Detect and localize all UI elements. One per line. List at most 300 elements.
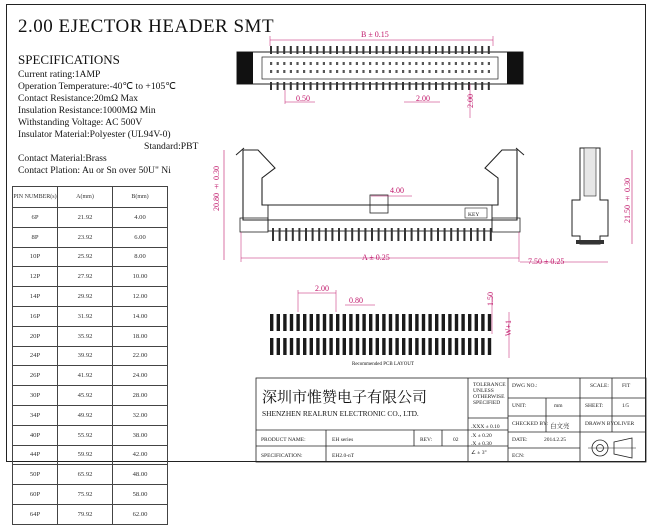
pcb-pad: [428, 338, 431, 355]
top-pin-lower: [303, 82, 305, 90]
specification-label: SPECIFICATION:: [261, 453, 303, 459]
pcb-pad: [369, 314, 372, 331]
company-name-cn: 深圳市惟赞电子有限公司: [262, 388, 428, 406]
top-contact-row1: [362, 62, 364, 65]
top-pin-upper: [422, 46, 424, 54]
top-pin-upper: [283, 46, 285, 54]
top-contact-row2: [409, 70, 411, 73]
top-contact-row1: [349, 62, 351, 65]
sheet-value: 1/5: [622, 403, 630, 409]
pcb-pad: [382, 338, 385, 355]
dim-pcb-w-label: W+1: [504, 320, 513, 337]
top-contact-row2: [283, 70, 285, 73]
front-pin: [384, 228, 386, 241]
pcb-pad: [455, 314, 458, 331]
side-view-pins: [576, 240, 604, 244]
top-contact-row1: [455, 62, 457, 65]
top-contact-row2: [376, 70, 378, 73]
top-contact-row2: [336, 70, 338, 73]
front-pin: [279, 228, 281, 241]
top-view-latch-right: [507, 52, 523, 84]
table-cell: 14.00: [113, 306, 168, 326]
top-pin-upper: [455, 46, 457, 54]
top-pin-lower: [415, 82, 417, 90]
table-cell: 49.92: [58, 405, 113, 425]
spec-line: Contact Resistance:20mΩ Max: [18, 93, 139, 104]
top-pin-upper: [323, 46, 325, 54]
pcb-pad: [428, 314, 431, 331]
top-contact-row1: [316, 62, 318, 65]
top-contact-row1: [435, 62, 437, 65]
top-contact-row1: [428, 62, 430, 65]
top-pin-lower: [382, 82, 384, 90]
spec-line: Withstanding Voltage: AC 500V: [18, 117, 143, 128]
top-contact-row2: [329, 70, 331, 73]
dim-pcb-row-label: 1.50: [486, 292, 495, 306]
front-pin: [318, 228, 320, 241]
top-pin-lower: [343, 82, 345, 90]
top-contact-row1: [415, 62, 417, 65]
drawing-title: 2.00 EJECTOR HEADER SMT: [18, 16, 275, 37]
top-contact-row2: [303, 70, 305, 73]
dim-pitch-vertical-label: 2.00: [466, 94, 475, 108]
front-pin: [490, 228, 492, 241]
pcb-pad: [389, 338, 392, 355]
front-view-latch-tips: [236, 148, 524, 155]
top-contact-row1: [343, 62, 345, 65]
front-pin: [331, 228, 333, 241]
table-cell: 38.00: [113, 425, 168, 445]
top-contact-row1: [475, 62, 477, 65]
table-cell: 24.00: [113, 366, 168, 386]
pcb-layout-caption: Recommended PCB LAYOUT: [352, 362, 415, 367]
front-pin: [371, 228, 373, 241]
top-contact-row1: [481, 62, 483, 65]
top-contact-row2: [323, 70, 325, 73]
top-contact-row2: [277, 70, 279, 73]
table-cell: 26P: [13, 366, 58, 386]
checked-by-label: CHECKED BY:: [512, 421, 549, 427]
top-contact-row2: [362, 70, 364, 73]
front-pin: [358, 228, 360, 241]
top-contact-row1: [296, 62, 298, 65]
top-contact-row2: [428, 70, 430, 73]
top-pin-upper: [296, 46, 298, 54]
rev-label: REV:: [420, 437, 433, 443]
table-cell: 30P: [13, 386, 58, 406]
pcb-pad: [296, 338, 299, 355]
front-pin: [430, 228, 432, 241]
pcb-pad: [323, 314, 326, 331]
top-pin-lower: [349, 82, 351, 90]
pcb-pad: [422, 338, 425, 355]
top-contact-row1: [369, 62, 371, 65]
pcb-pad: [461, 314, 464, 331]
top-contact-row1: [402, 62, 404, 65]
top-contact-row1: [376, 62, 378, 65]
specification-value: EH2.0-nT: [332, 453, 355, 459]
top-contact-row1: [461, 62, 463, 65]
front-pin: [437, 228, 439, 241]
dim-a-label: A ± 0.25: [362, 253, 390, 262]
top-contact-row2: [296, 70, 298, 73]
top-contact-row1: [290, 62, 292, 65]
table-cell: 12P: [13, 267, 58, 287]
top-contact-row2: [382, 70, 384, 73]
top-contact-row2: [290, 70, 292, 73]
pcb-pad: [303, 338, 306, 355]
front-pin: [457, 228, 459, 241]
front-pin: [325, 228, 327, 241]
top-pin-upper: [402, 46, 404, 54]
table-cell: 40P: [13, 425, 58, 445]
top-contact-row2: [316, 70, 318, 73]
front-pin: [450, 228, 452, 241]
pcb-pad: [409, 338, 412, 355]
dim-pitch-top-label: 2.00: [416, 94, 430, 103]
table-cell: 8P: [13, 227, 58, 247]
top-contact-row2: [310, 70, 312, 73]
rev-value: 02: [453, 437, 459, 443]
top-pin-lower: [310, 82, 312, 90]
table-cell: 18.00: [113, 326, 168, 346]
pcb-pad: [461, 338, 464, 355]
top-contact-row2: [389, 70, 391, 73]
front-pin: [312, 228, 314, 241]
table-cell: 12.00: [113, 287, 168, 307]
pin-table-header-cell: B(mm): [113, 187, 168, 208]
top-pin-upper: [349, 46, 351, 54]
table-cell: 20P: [13, 326, 58, 346]
top-contact-row1: [303, 62, 305, 65]
top-contact-row1: [409, 62, 411, 65]
side-view-slot: [584, 148, 596, 196]
dim-side-height-label: 21.50 ± 0.30: [623, 178, 632, 223]
top-pin-lower: [376, 82, 378, 90]
tolerance-heading: TOLERANCE UNLESS OTHERWISE SPECIFIED: [473, 382, 506, 406]
top-contact-row2: [481, 70, 483, 73]
ecn-label: ECN:: [512, 453, 525, 459]
top-contact-row2: [349, 70, 351, 73]
unit-value: mm: [554, 403, 563, 409]
top-pin-lower: [481, 82, 483, 90]
front-pin: [378, 228, 380, 241]
top-pin-lower: [369, 82, 371, 90]
front-pin: [298, 228, 300, 241]
top-pin-upper: [488, 46, 490, 54]
top-pin-lower: [277, 82, 279, 90]
dim-pcb-pitch-label: 2.00: [315, 284, 329, 293]
pcb-pad: [455, 338, 458, 355]
table-cell: 25.92: [58, 247, 113, 267]
top-pin-lower: [428, 82, 430, 90]
top-view-latch-left: [237, 52, 253, 84]
table-cell: 16P: [13, 306, 58, 326]
pcb-pad: [481, 338, 484, 355]
scale-label: SCALE:: [590, 383, 609, 389]
top-pin-lower: [442, 82, 444, 90]
pcb-pad: [435, 314, 438, 331]
front-pin: [483, 228, 485, 241]
pcb-pad: [316, 338, 319, 355]
top-view-cavity: [262, 57, 498, 79]
pcb-pad: [448, 338, 451, 355]
pcb-pad: [349, 338, 352, 355]
dim-height-label: 20.80 ± 0.30: [212, 166, 221, 211]
top-pin-lower: [323, 82, 325, 90]
pcb-pad: [488, 338, 491, 355]
front-pin: [404, 228, 406, 241]
table-cell: 27.92: [58, 267, 113, 287]
product-name-label: PRODUCT NAME:: [261, 437, 306, 443]
pcb-pad: [362, 314, 365, 331]
pcb-pad: [323, 338, 326, 355]
table-cell: 75.92: [58, 485, 113, 505]
top-pin-lower: [488, 82, 490, 90]
top-contact-row2: [488, 70, 490, 73]
unit-label: UNIT:: [512, 403, 527, 409]
pcb-pad: [290, 338, 293, 355]
top-pin-lower: [475, 82, 477, 90]
front-pin: [272, 228, 274, 241]
date-label: DATE:: [512, 437, 528, 443]
top-pin-upper: [277, 46, 279, 54]
top-pin-lower: [362, 82, 364, 90]
top-pin-lower: [461, 82, 463, 90]
top-contact-row1: [395, 62, 397, 65]
pcb-pad: [395, 314, 398, 331]
table-cell: 10.00: [113, 267, 168, 287]
pcb-pad: [409, 314, 412, 331]
product-name-value: EH series: [332, 437, 354, 443]
spec-line: Standard:PBT: [144, 141, 199, 152]
pcb-pad: [316, 314, 319, 331]
pcb-pad: [475, 338, 478, 355]
top-contact-row2: [468, 70, 470, 73]
pcb-pad: [415, 338, 418, 355]
top-pin-upper: [376, 46, 378, 54]
table-cell: 22.00: [113, 346, 168, 366]
front-pin: [391, 228, 393, 241]
drawn-by-value: OLIVER: [614, 421, 635, 427]
top-contact-row1: [382, 62, 384, 65]
top-pin-upper: [389, 46, 391, 54]
table-cell: 44P: [13, 445, 58, 465]
pcb-pad: [475, 314, 478, 331]
front-pin: [364, 228, 366, 241]
top-pin-lower: [435, 82, 437, 90]
top-pin-upper: [369, 46, 371, 54]
table-cell: 64P: [13, 504, 58, 524]
pcb-pad: [402, 338, 405, 355]
dim-b-label: B ± 0.15: [361, 30, 389, 39]
top-pin-lower: [455, 82, 457, 90]
top-pin-lower: [468, 82, 470, 90]
specifications-heading: SPECIFICATIONS: [18, 52, 120, 67]
front-pin: [292, 228, 294, 241]
table-cell: 21.92: [58, 208, 113, 228]
pcb-pad: [395, 338, 398, 355]
pcb-pad: [296, 314, 299, 331]
top-pin-lower: [356, 82, 358, 90]
table-cell: 55.92: [58, 425, 113, 445]
table-cell: 10P: [13, 247, 58, 267]
front-pin: [351, 228, 353, 241]
pcb-pad: [310, 314, 313, 331]
checked-by-value: 白文亮: [550, 423, 570, 430]
pcb-pad: [442, 314, 445, 331]
top-pin-lower: [290, 82, 292, 90]
top-pin-lower: [389, 82, 391, 90]
top-pin-lower: [395, 82, 397, 90]
spec-line: Insulation Resistance:1000MΩ Min: [18, 105, 156, 116]
tolerance-values: .XXX ± 0.10 .X ± 0.20 .X ± 0.30 ∠ ± 3°: [471, 424, 500, 456]
top-contact-row1: [270, 62, 272, 65]
table-cell: 8.00: [113, 247, 168, 267]
pcb-pad: [336, 314, 339, 331]
front-pin: [417, 228, 419, 241]
spec-line: Contact Plation: Au or Sn over 50U" Ni: [18, 165, 171, 176]
top-contact-row2: [461, 70, 463, 73]
top-contact-row2: [435, 70, 437, 73]
pcb-pad: [481, 314, 484, 331]
table-cell: 60P: [13, 485, 58, 505]
table-cell: 35.92: [58, 326, 113, 346]
table-cell: 58.00: [113, 485, 168, 505]
top-pin-upper: [343, 46, 345, 54]
pcb-pad: [270, 338, 273, 355]
table-row: [13, 504, 168, 524]
front-pin: [444, 228, 446, 241]
top-pin-upper: [409, 46, 411, 54]
pcb-pad: [356, 338, 359, 355]
front-pin: [397, 228, 399, 241]
pcb-pad: [402, 314, 405, 331]
top-pin-upper: [362, 46, 364, 54]
top-contact-row1: [277, 62, 279, 65]
top-pin-lower: [336, 82, 338, 90]
table-cell: 23.92: [58, 227, 113, 247]
top-pin-upper: [356, 46, 358, 54]
top-pin-upper: [415, 46, 417, 54]
top-contact-row1: [329, 62, 331, 65]
top-pin-lower: [296, 82, 298, 90]
pcb-pad: [290, 314, 293, 331]
table-cell: 39.92: [58, 346, 113, 366]
table-cell: 28.00: [113, 386, 168, 406]
spec-line: Current rating:1AMP: [18, 69, 101, 80]
top-contact-row2: [343, 70, 345, 73]
pcb-pad: [435, 338, 438, 355]
table-cell: 42.00: [113, 445, 168, 465]
top-contact-row2: [395, 70, 397, 73]
top-contact-row1: [356, 62, 358, 65]
front-pin: [463, 228, 465, 241]
front-view-key: [370, 195, 388, 213]
top-pin-upper: [435, 46, 437, 54]
top-pin-upper: [461, 46, 463, 54]
top-pin-upper: [442, 46, 444, 54]
spec-line: Insulator Material:Polyester (UL94V-0): [18, 129, 171, 140]
pcb-pad: [329, 314, 332, 331]
top-pin-lower: [422, 82, 424, 90]
table-cell: 45.92: [58, 386, 113, 406]
top-contact-row2: [369, 70, 371, 73]
pcb-pad: [448, 314, 451, 331]
front-pin: [470, 228, 472, 241]
table-row: [13, 485, 168, 505]
pcb-pad: [376, 338, 379, 355]
pcb-pad: [415, 314, 418, 331]
top-contact-row1: [283, 62, 285, 65]
pcb-pad: [270, 314, 273, 331]
top-pin-upper: [303, 46, 305, 54]
pcb-pad: [283, 338, 286, 355]
table-cell: 79.92: [58, 504, 113, 524]
pcb-pad: [329, 338, 332, 355]
pcb-pad: [303, 314, 306, 331]
top-contact-row1: [448, 62, 450, 65]
front-pin: [477, 228, 479, 241]
top-contact-row1: [389, 62, 391, 65]
front-pin: [424, 228, 426, 241]
top-pin-upper: [290, 46, 292, 54]
pcb-pad: [277, 314, 280, 331]
dim-latch-label: 4.00: [390, 186, 404, 195]
pcb-pad: [310, 338, 313, 355]
top-pin-upper: [310, 46, 312, 54]
table-cell: 31.92: [58, 306, 113, 326]
top-pin-lower: [402, 82, 404, 90]
dim-pcb-pad-label: 0.80: [349, 296, 363, 305]
pcb-pad: [343, 338, 346, 355]
table-cell: 62.00: [113, 504, 168, 524]
top-pin-upper: [468, 46, 470, 54]
top-pin-lower: [283, 82, 285, 90]
table-cell: 14P: [13, 287, 58, 307]
drawn-by-label: DRAWN BY:: [585, 421, 616, 427]
table-cell: 4.00: [113, 208, 168, 228]
pcb-pad: [283, 314, 286, 331]
dim-pad-width-label: 0.50: [296, 94, 310, 103]
pcb-pad: [277, 338, 280, 355]
pcb-pad: [356, 314, 359, 331]
pcb-pad: [488, 314, 491, 331]
pcb-pad: [389, 314, 392, 331]
pcb-pad: [349, 314, 352, 331]
top-pin-upper: [382, 46, 384, 54]
company-name-en: SHENZHEN REALRUN ELECTRONIC CO., LTD.: [262, 409, 419, 418]
key-mark-label: KEY: [468, 212, 480, 218]
top-contact-row1: [422, 62, 424, 65]
dim-side-width-label: 7.50 ± 0.25: [528, 257, 565, 266]
top-contact-row2: [442, 70, 444, 73]
top-pin-upper: [329, 46, 331, 54]
top-contact-row1: [310, 62, 312, 65]
top-contact-row2: [356, 70, 358, 73]
front-pin: [338, 228, 340, 241]
top-contact-row1: [442, 62, 444, 65]
table-cell: 59.92: [58, 445, 113, 465]
pcb-pad: [442, 338, 445, 355]
top-pin-lower: [448, 82, 450, 90]
pcb-pad: [336, 338, 339, 355]
table-cell: 32.00: [113, 405, 168, 425]
top-pin-upper: [448, 46, 450, 54]
top-pin-upper: [270, 46, 272, 54]
pcb-pad: [362, 338, 365, 355]
top-pin-upper: [481, 46, 483, 54]
